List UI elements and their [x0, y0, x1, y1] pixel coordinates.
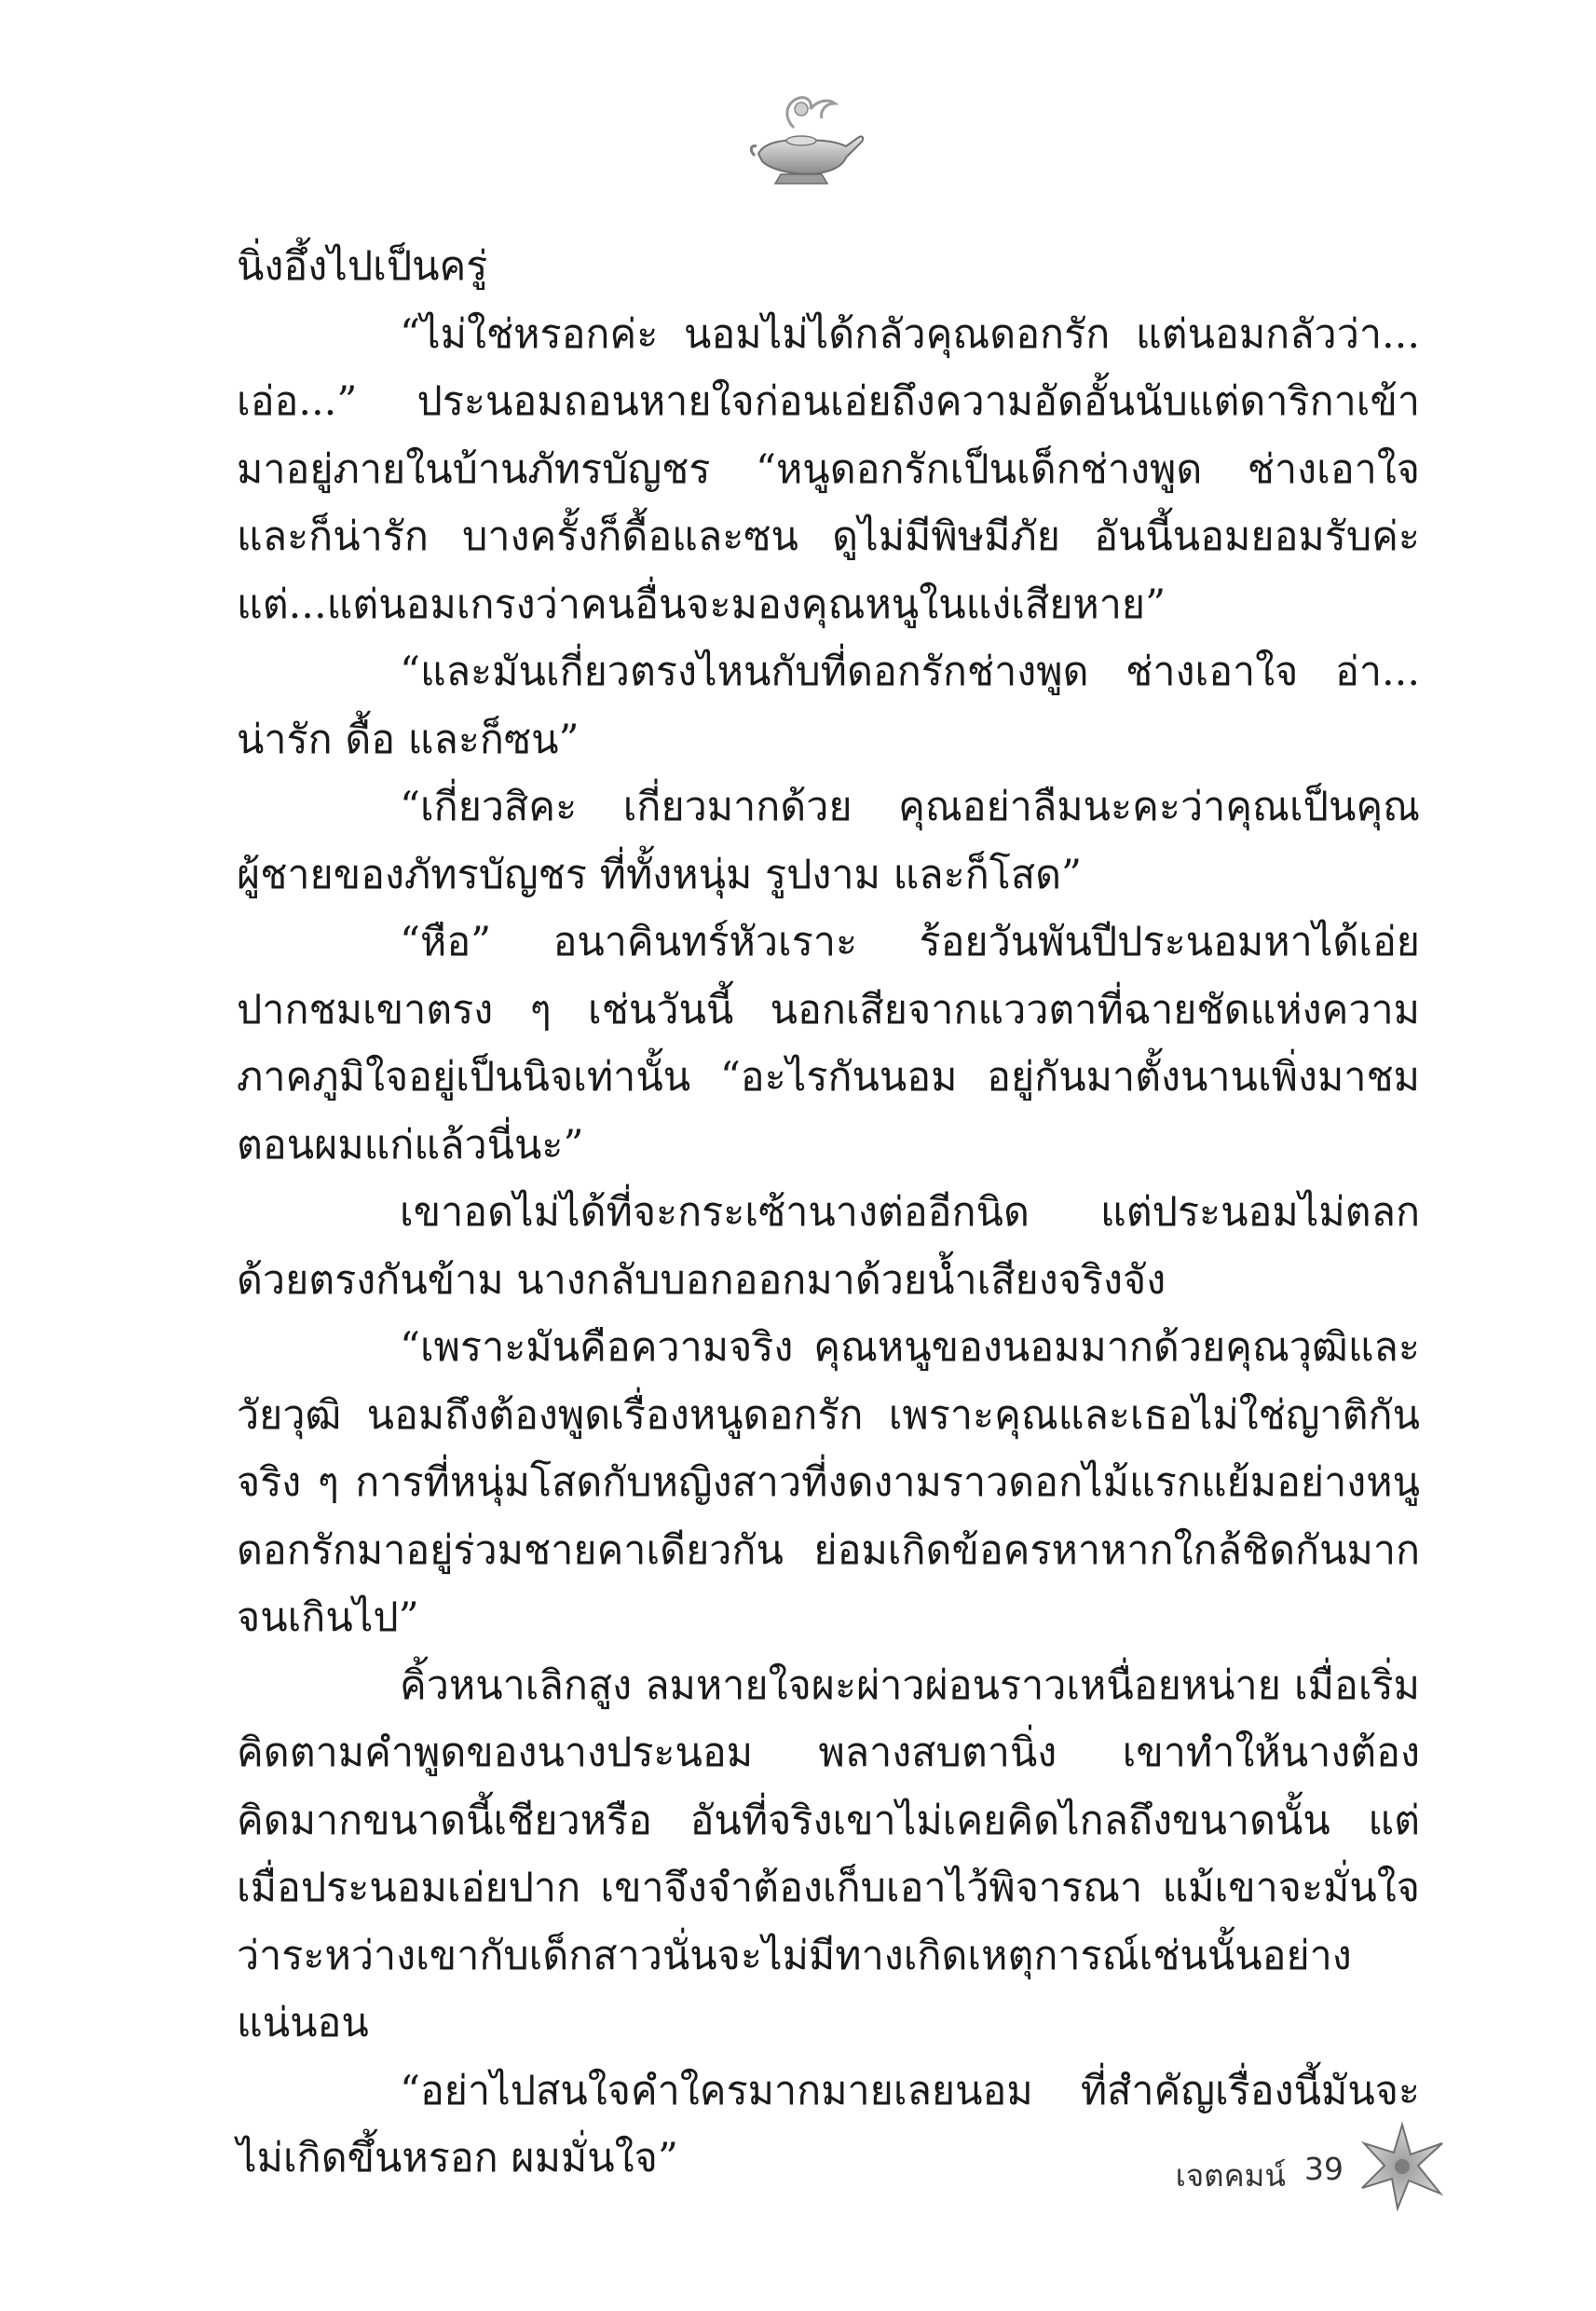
paragraph: “อย่าไปสนใจคำใครมากมายเลยนอม ที่สำคัญเรื่องนี้มันจะไม่เกิดขึ้นหรอก ผมมั่นใจ” — [237, 2067, 1420, 2181]
page-number: 39 — [1304, 2151, 1344, 2187]
paragraph: “ไม่ใช่หรอกค่ะ นอมไม่ได้กลัวคุณดอกรัก แต่นอมกลัวว่า... เอ่อ...” ประนอมถอนหายใจก่อนเอ่ยถึงความอัดอั้นนับแต่ดาริกาเข้ามาอยู่ภายในบ้านภัทรบัญชร “หนูดอกรักเป็นเด็กช่างพูด ช่างเอาใจ และก็น่ารัก บางครั้งก็ดื้อและซน ดูไม่มีพิษมีภัย อันนี้นอมยอมรับค่ะ แต่...แต่นอมเกรงว่าคนอื่นจะมองคุณหนูในแง่เสียหาย” — [237, 310, 1420, 628]
page-footer — [932, 2115, 1453, 2218]
running-title: เจตคมน์ — [1175, 2157, 1286, 2194]
paragraph: นิ่งอึ้งไปเป็นครู่ — [237, 243, 488, 290]
paragraph: เขาอดไม่ได้ที่จะกระเซ้านางต่ออีกนิด แต่ประนอมไม่ตลกด้วยตรงกันข้าม นางกลับบอกออกมาด้วยน้ำเสียงจริงจัง — [237, 1189, 1420, 1304]
genie-lamp-icon — [745, 89, 866, 191]
starfish-flower-icon — [1351, 2115, 1453, 2218]
paragraph: “และมันเกี่ยวตรงไหนกับที่ดอกรักช่างพูด ช่างเอาใจ อ่า... น่ารัก ดื้อ และก็ซน” — [237, 649, 1420, 763]
body-text — [237, 233, 1420, 2193]
paragraph: “หือ” อนาคินทร์หัวเราะ ร้อยวันพันปีประนอมหาได้เอ่ยปากชมเขาตรง ๆ เช่นวันนี้ นอกเสียจากแววตาที่ฉายชัดแห่งความภาคภูมิใจอยู่เป็นนิจเท่านั้น “อะไรกันนอม อยู่กันมาตั้งนานเพิ่งมาชมตอนผมแก่แล้วนี่นะ” — [237, 919, 1420, 1169]
paragraph: “เกี่ยวสิคะ เกี่ยวมากด้วย คุณอย่าลืมนะคะว่าคุณเป็นคุณผู้ชายของภัทรบัญชร ที่ทั้งหนุ่ม รูปงาม และก็โสด” — [237, 784, 1420, 898]
paragraph: คิ้วหนาเลิกสูง ลมหายใจผะผ่าวผ่อนราวเหนื่อยหน่าย เมื่อเริ่มคิดตามคำพูดของนางประนอม พลางสบตานิ่ง เขาทำให้นางต้องคิดมากขนาดนี้เชียวหรือ อันที่จริงเขาไม่เคยคิดไกลถึงขนาดนั้น แต่เมื่อประนอมเอ่ยปาก เขาจึงจำต้องเก็บเอาไว้พิจารณา แม้เขาจะมั่นใจว่าระหว่างเขากับเด็กสาวนั่นจะไม่มีทางเกิดเหตุการณ์เช่นนั้นอย่างแน่นอน — [237, 1661, 1420, 2046]
paragraph: “เพราะมันคือความจริง คุณหนูของนอมมากด้วยคุณวุฒิและวัยวุฒิ นอมถึงต้องพูดเรื่องหนูดอกรัก เพราะคุณและเธอไม่ใช่ญาติกันจริง ๆ การที่หนุ่มโสดกับหญิงสาวที่งดงามราวดอกไม้แรกแย้มอย่างหนูดอกรักมาอยู่ร่วมชายคาเดียวกัน ย่อมเกิดข้อครหาหากใกล้ชิดกันมากจนเกินไป” — [237, 1324, 1420, 1641]
